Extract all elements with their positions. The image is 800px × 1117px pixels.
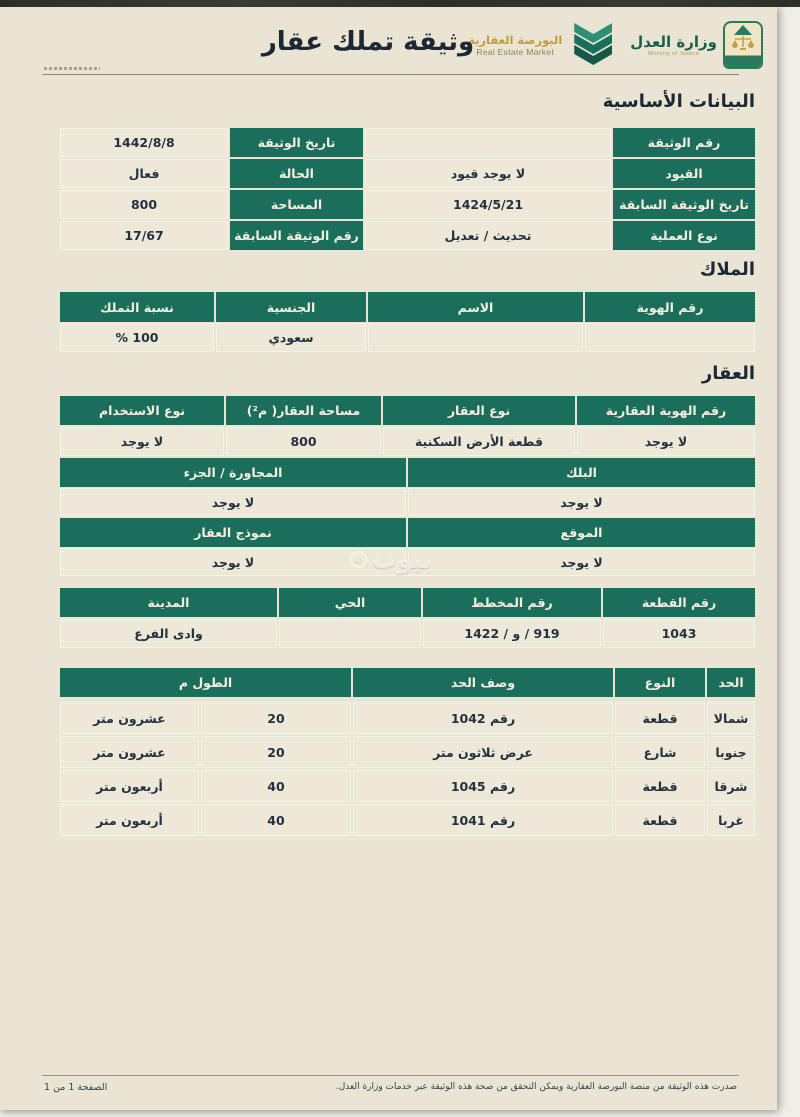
borders-table <box>60 668 755 836</box>
footer-note: صدرت هذه الوثيقة من منصة البورصة العقارية ويمكن التحقق من صحة هذه الوثيقة عبر خدمات وزارة العدل. <box>335 1082 737 1092</box>
field-value: 17/67 <box>60 221 228 250</box>
column-header: المدينة <box>60 588 277 617</box>
footer-divider <box>42 1075 739 1076</box>
owner-nationality: سعودي <box>216 323 366 352</box>
border-length-text: عشرون متر <box>60 736 199 768</box>
border-type: قطعة <box>615 702 705 734</box>
field-value: لا يوجد <box>60 548 406 576</box>
border-length-number: 20 <box>201 702 351 734</box>
border-length-number: 40 <box>201 770 351 802</box>
field-value: لا يوجد <box>408 548 755 576</box>
field-value: 1442/8/8 <box>60 128 228 157</box>
field-label: المساحة <box>230 190 363 219</box>
property-area: 800 <box>226 427 381 456</box>
section-title-property: العقار <box>701 363 755 384</box>
column-header: الجنسية <box>216 292 366 322</box>
border-side: غربا <box>707 804 755 836</box>
moj-english-name: Ministry of Justice <box>647 51 700 57</box>
emblem-base <box>725 55 761 67</box>
property-location-table <box>60 588 755 648</box>
illegible-microtext <box>44 67 100 70</box>
column-header: الحد <box>707 668 755 697</box>
column-header: الطول م <box>60 668 351 697</box>
moj-emblem-icon <box>723 21 763 69</box>
field-label: الحالة <box>230 159 363 188</box>
column-header: رقم القطعة <box>603 588 755 617</box>
field-value: لا يوجد <box>408 488 755 516</box>
watermark-text: بيوت <box>372 545 433 574</box>
moj-wordmark <box>630 33 717 57</box>
property-usage: لا يوجد <box>60 427 224 456</box>
field-value: 1424/5/21 <box>365 190 611 219</box>
palm-icon <box>734 25 752 35</box>
property-main-table <box>60 396 755 456</box>
border-length-text: أربعون متر <box>60 770 199 802</box>
field-value: لا يوجد <box>60 488 406 516</box>
border-desc: رقم 1041 <box>353 804 613 836</box>
header-logos <box>468 21 763 69</box>
column-header: وصف الحد <box>353 668 613 697</box>
deed-page <box>0 7 777 1110</box>
document-title: وثيقة تملك عقار <box>261 27 475 57</box>
border-desc: عرض ثلاثون متر <box>353 736 613 768</box>
field-label: تاريخ الوثيقة السابقة <box>613 190 755 219</box>
section-title-owners: الملاك <box>699 259 755 280</box>
field-label: القيود <box>613 159 755 188</box>
field-label: رقم الوثيقة السابقة <box>230 221 363 250</box>
city: وادى الفرع <box>60 619 277 648</box>
property-type: قطعة الأرض السكنية <box>383 427 575 456</box>
border-length-text: أربعون متر <box>60 804 199 836</box>
market-arabic-name: البورصة العقارية <box>468 33 563 47</box>
column-header: نوع الاستخدام <box>60 396 224 425</box>
basic-data-table <box>60 128 755 250</box>
border-length-number: 20 <box>201 736 351 768</box>
ministry-of-justice-logo <box>630 21 763 69</box>
field-value: تحديث / تعديل <box>365 221 611 250</box>
field-value: لا يوجد قيود <box>365 159 611 188</box>
field-label: المجاورة / الجزء <box>60 458 406 487</box>
field-label: نموذج العقار <box>60 518 406 547</box>
border-side: جنوبا <box>707 736 755 768</box>
border-type: قطعة <box>615 770 705 802</box>
field-value: 800 <box>60 190 228 219</box>
district <box>279 619 421 648</box>
border-length-number: 40 <box>201 804 351 836</box>
market-chevron-map-icon <box>570 22 616 68</box>
moj-arabic-name: وزارة العدل <box>630 33 717 51</box>
field-label: رقم الوثيقة <box>613 128 755 157</box>
border-side: شرقا <box>707 770 755 802</box>
field-label: تاريخ الوثيقة <box>230 128 363 157</box>
column-header: الحي <box>279 588 421 617</box>
market-english-name: Real Estate Market <box>476 47 555 57</box>
border-type: قطعة <box>615 804 705 836</box>
border-desc: رقم 1042 <box>353 702 613 734</box>
border-type: شارع <box>615 736 705 768</box>
column-header: رقم المخطط <box>423 588 601 617</box>
field-label: نوع العملية <box>613 221 755 250</box>
header-divider <box>42 74 739 75</box>
property-id: لا يوجد <box>577 427 755 456</box>
column-header: النوع <box>615 668 705 697</box>
column-header: نسبة التملك <box>60 292 214 322</box>
real-estate-market-logo <box>468 22 616 68</box>
border-length-text: عشرون متر <box>60 702 199 734</box>
column-header: نوع العقار <box>383 396 575 425</box>
footer-page-number: الصفحة 1 من 1 <box>44 1082 108 1093</box>
column-header: رقم الهوية <box>585 292 755 322</box>
watermark-icon: ب <box>350 551 367 568</box>
property-detail-rows <box>60 458 755 576</box>
field-value <box>365 128 611 157</box>
border-desc: رقم 1045 <box>353 770 613 802</box>
field-label: الموقع <box>408 518 755 547</box>
plot-number: 1043 <box>603 619 755 648</box>
field-label: البلك <box>408 458 755 487</box>
column-header: رقم الهوية العقارية <box>577 396 755 425</box>
column-header: مساحة العقار( م²) <box>226 396 381 425</box>
owner-name <box>368 323 583 352</box>
plan-number: 919 / و / 1422 <box>423 619 601 648</box>
owners-table <box>60 292 755 352</box>
torn-photo-edge <box>0 0 800 7</box>
owner-share: 100 % <box>60 323 214 352</box>
column-header: الاسم <box>368 292 583 322</box>
owner-id <box>585 323 755 352</box>
scales-icon <box>731 36 755 50</box>
field-value: فعال <box>60 159 228 188</box>
border-side: شمالا <box>707 702 755 734</box>
section-title-basic: البيانات الأساسية <box>602 91 755 112</box>
